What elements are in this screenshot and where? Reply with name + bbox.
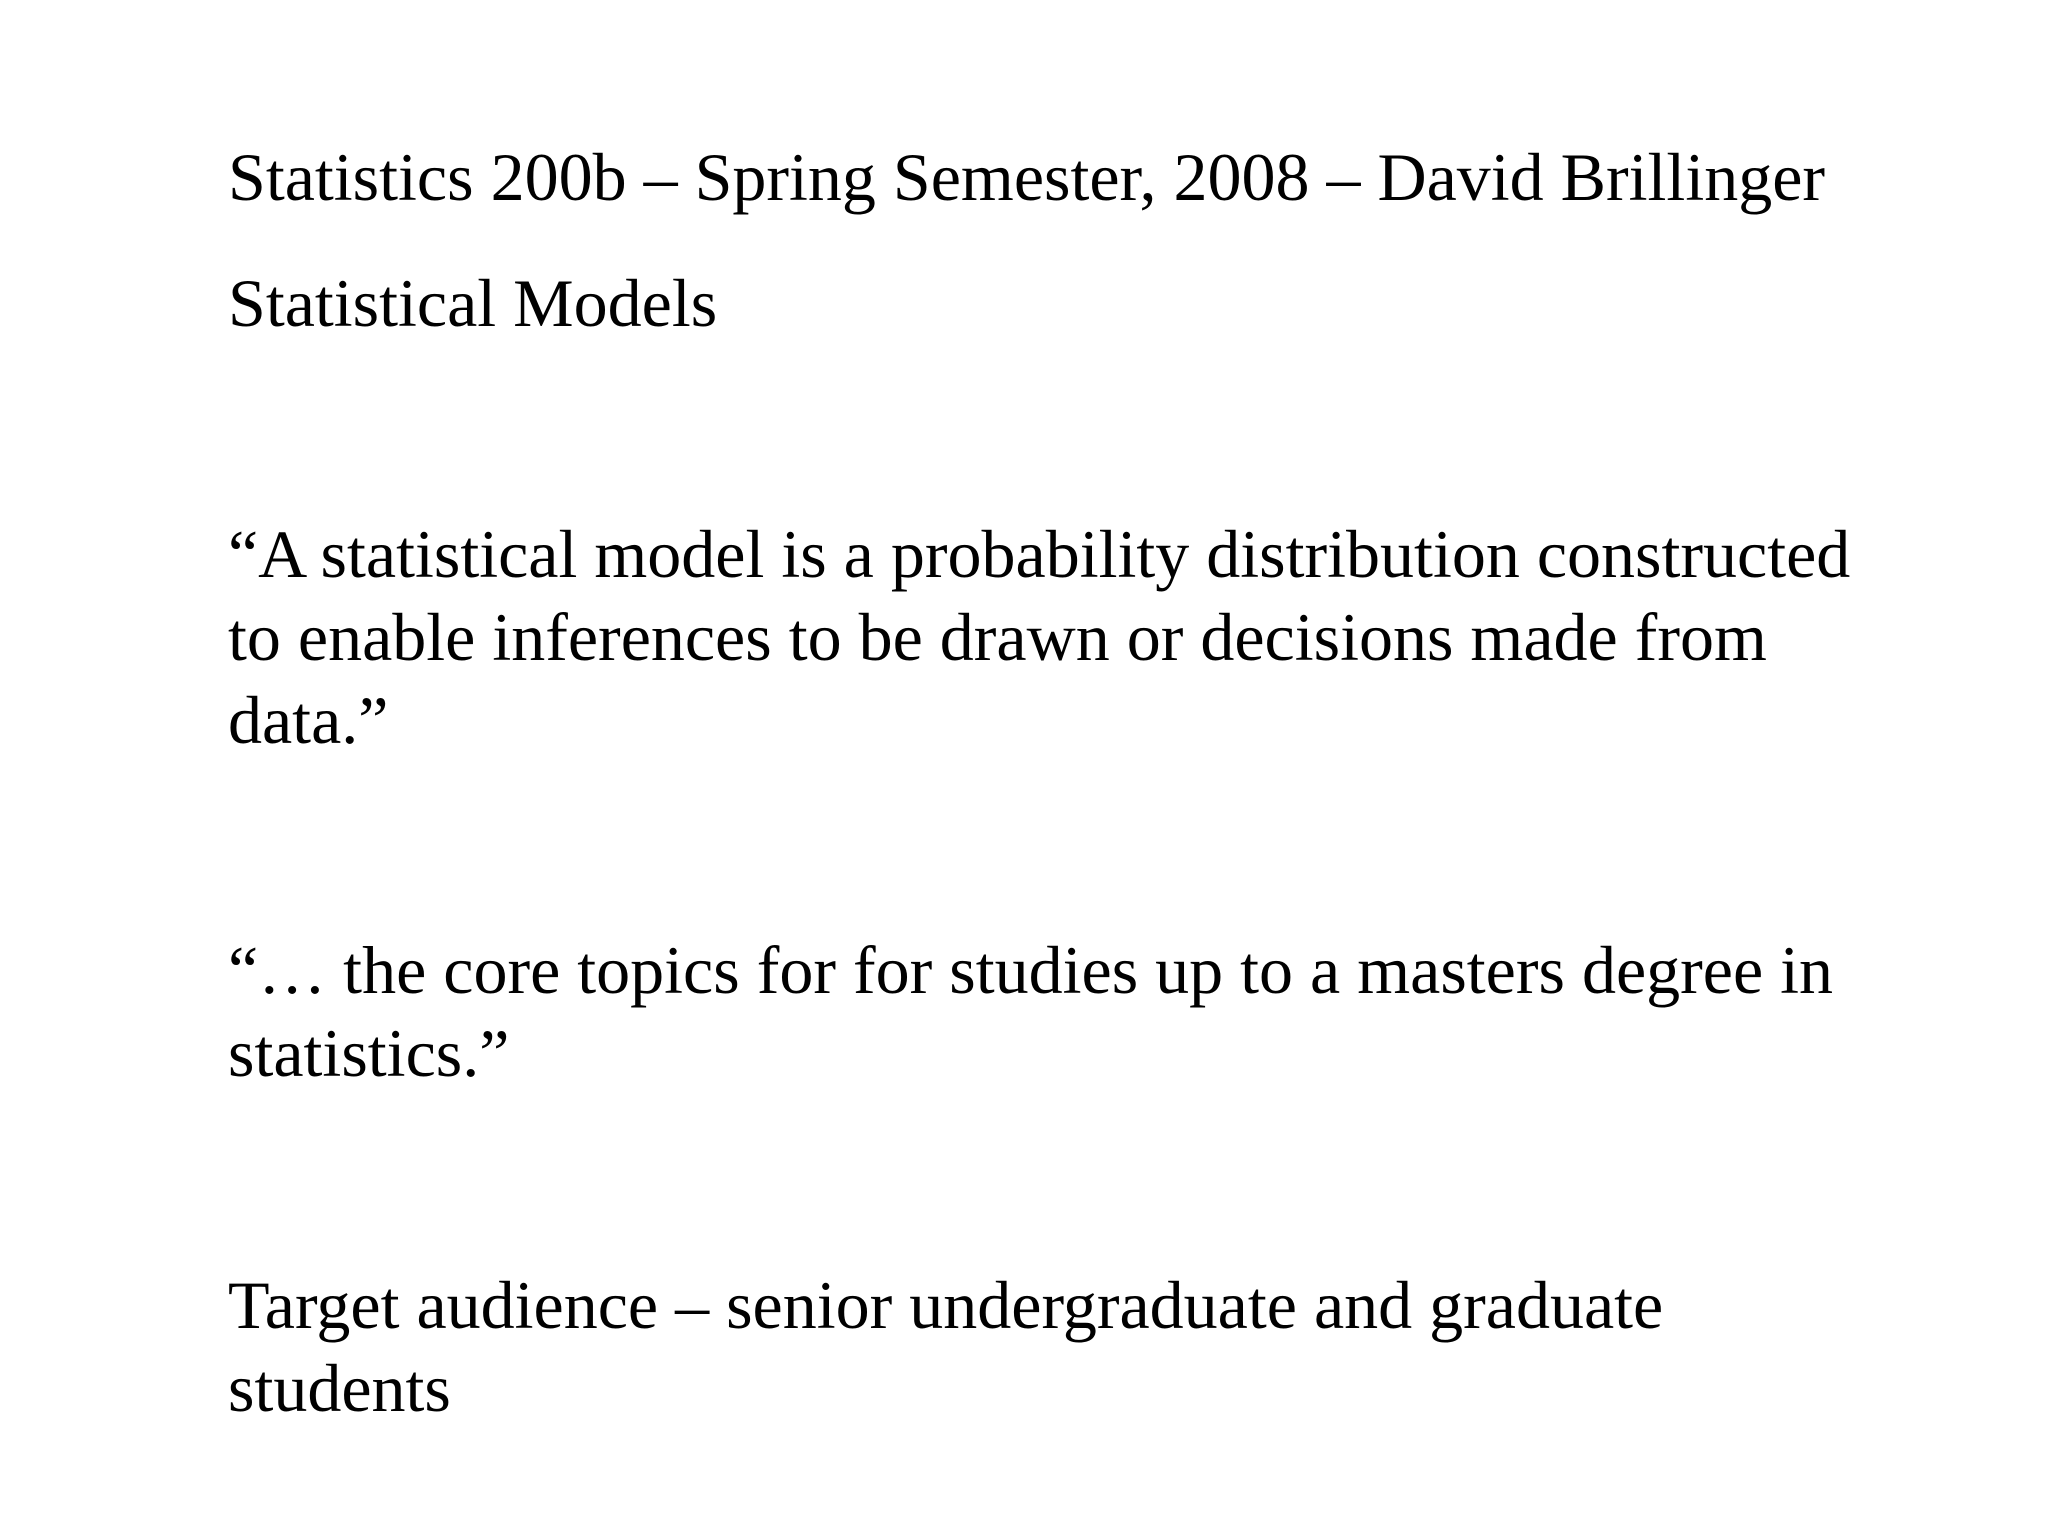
definition-quote-line: to enable inferences to be drawn or decisions made from	[228, 599, 1767, 675]
course-heading: Statistics 200b – Spring Semester, 2008 – David Brillinger	[228, 139, 1826, 215]
definition-quote-line: “A statistical model is a probability distribution constructed	[228, 516, 1851, 592]
scope-quote-line: “… the core topics for for studies up to a masters degree in	[228, 932, 1834, 1008]
scope-quote	[228, 929, 1948, 1095]
definition-quote-line: data.”	[228, 682, 389, 758]
target-audience-line: Target audience – senior undergraduate and graduate	[228, 1267, 1664, 1343]
course-title: Statistical Models	[228, 265, 718, 341]
target-audience	[228, 1264, 1948, 1430]
target-audience-line: students	[228, 1350, 451, 1426]
definition-quote	[228, 513, 1948, 762]
scope-quote-line: statistics.”	[228, 1015, 510, 1091]
